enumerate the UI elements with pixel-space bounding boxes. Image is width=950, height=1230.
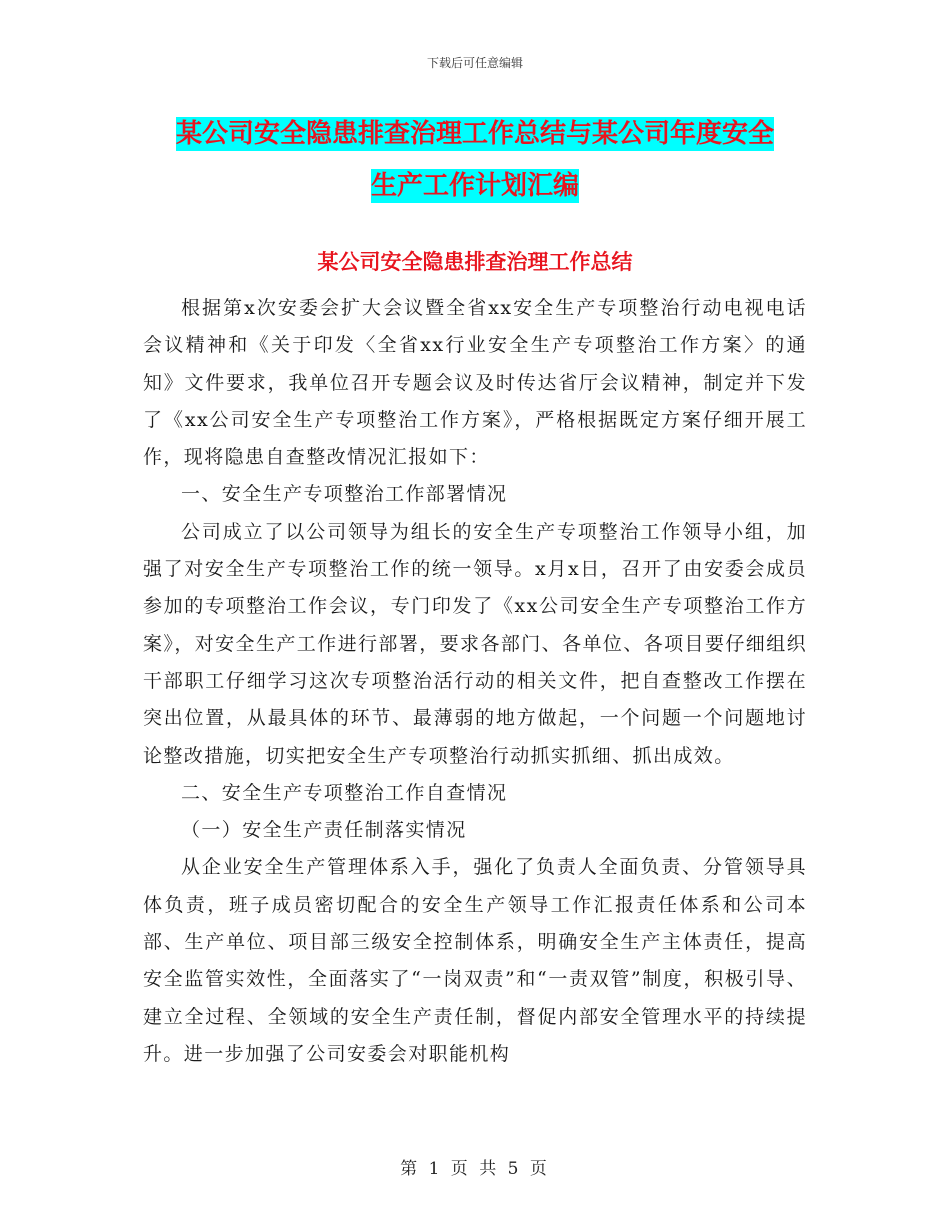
page-footer: 第 1 页 共 5 页 bbox=[400, 1159, 550, 1179]
title-line-2: 生产工作计划汇编 bbox=[370, 171, 579, 201]
section-title: 某公司安全隐患排查治理工作总结 bbox=[317, 250, 633, 274]
paragraph-intro: 根据第x次安委会扩大会议暨全省xx安全生产专项整治行动电视电话会议精神和《关于印发〈全省xx行业安全生产专项整治工作方案〉的通知》文件要求，我单位召开专题会议及时传达省厅会议精神，制定并下发了《xx公司安全生产专项整治工作方案》，严格根据既定方案仔细开展工作，现将隐患自查整改情况汇报如下： bbox=[143, 297, 807, 469]
paragraph-subsection-1: 从企业安全生产管理体系入手，强化了负责人全面负责、分管领导具体负责，班子成员密切配合的安全生产领导工作汇报责任体系和公司本部、生产单位、项目部三级安全控制体系，明确安全生产主体责任，提高安全监管实效性，全面落实了“一岗双责”和“一责双管”制度，积极引导、建立全过程、全领域的安全生产责任制，督促内部安全管理水平的持续提升。进一步加强了公司安委会对职能机构 bbox=[143, 856, 807, 1065]
title-line-1: 某公司安全隐患排查治理工作总结与某公司年度安全 bbox=[175, 119, 774, 149]
heading-subsection-1: （一）安全生产责任制落实情况 bbox=[181, 819, 467, 842]
heading-section-1: 一、安全生产专项整治工作部署情况 bbox=[181, 483, 508, 506]
heading-section-2: 二、安全生产专项整治工作自查情况 bbox=[181, 781, 508, 804]
document-title bbox=[140, 108, 810, 212]
header-note: 下载后可任意编辑 bbox=[426, 56, 523, 70]
paragraph-section-1: 公司成立了以公司领导为组长的安全生产专项整治工作领导小组，加强了对安全生产专项整治工作的统一领导。x月x日，召开了由安委会成员参加的专项整治工作会议，专门印发了《xx公司安全生产专项整治工作方案》，对安全生产工作进行部署，要求各部门、各单位、各项目要仔细组织干部职工仔细学习这次专项整治活行动的相关文件，把自查整改工作摆在突出位置，从最具体的环节、最薄弱的地方做起，一个问题一个问题地讨论整改措施，切实把安全生产专项整治行动抓实抓细、抓出成效。 bbox=[143, 520, 807, 767]
body-text bbox=[143, 290, 807, 1073]
